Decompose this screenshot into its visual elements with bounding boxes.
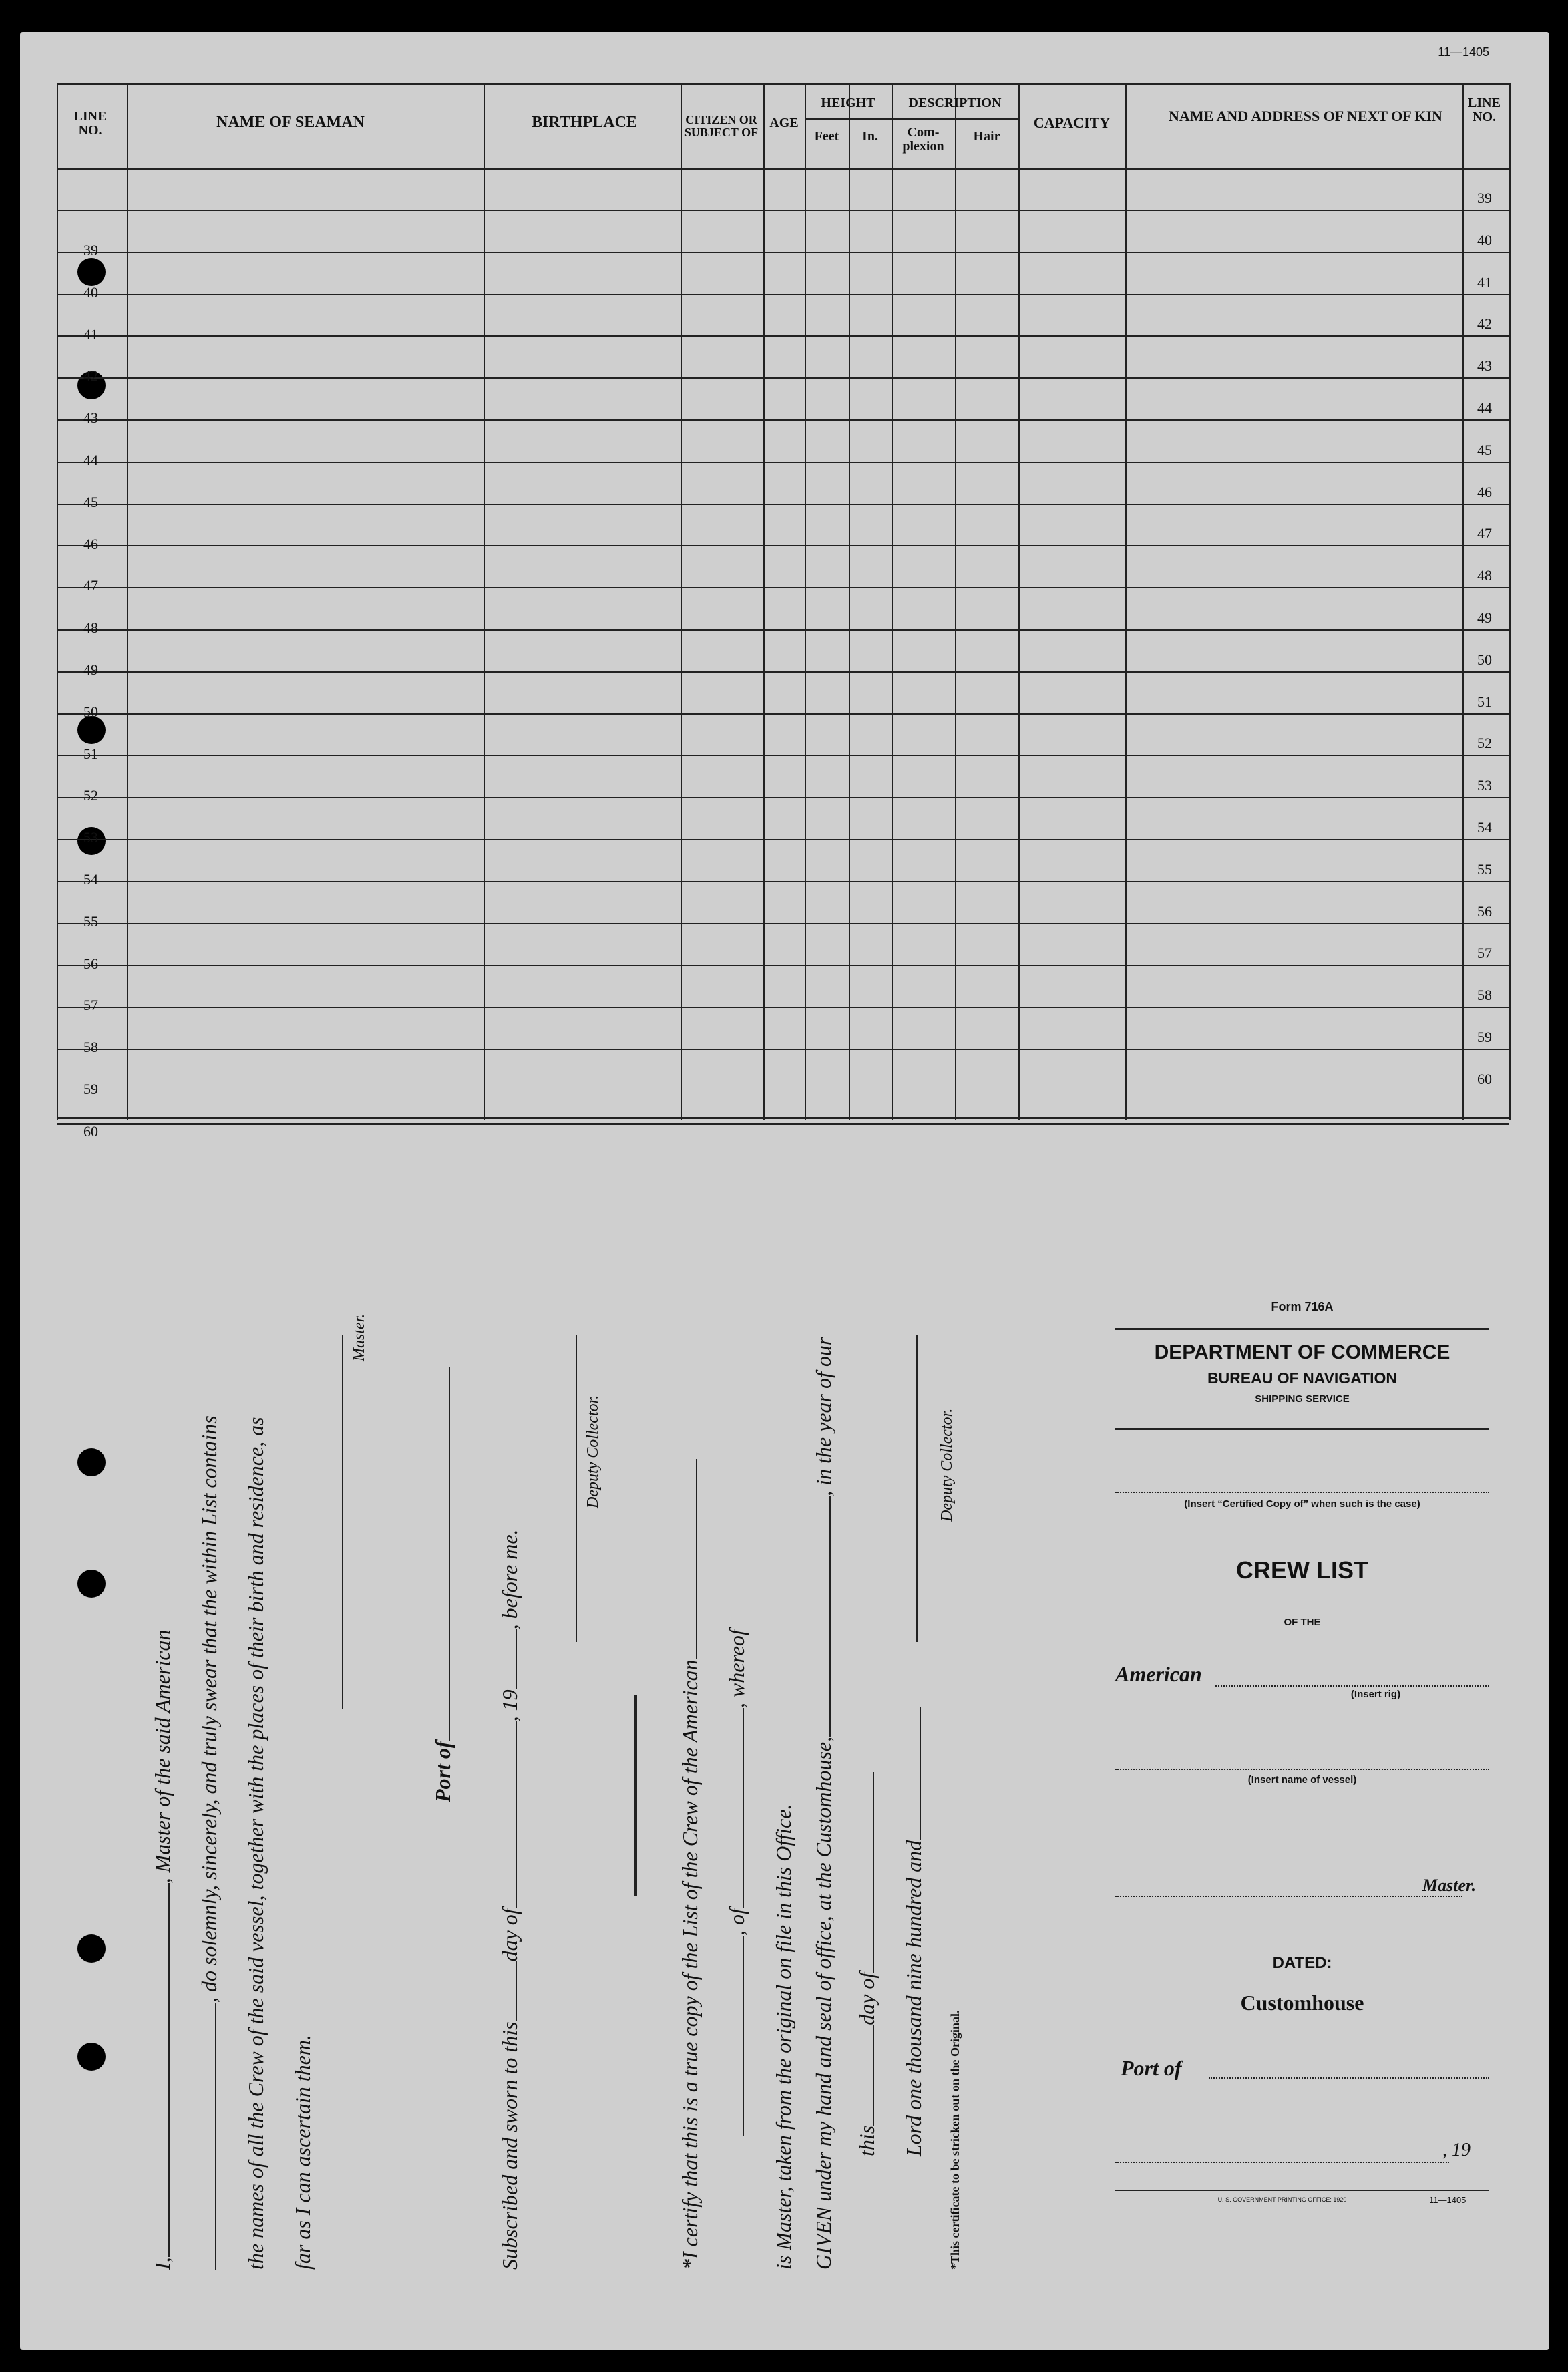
line-number-right: 60 (1477, 1070, 1492, 1087)
column-rule (57, 83, 58, 1120)
line-number-right: 51 (1477, 693, 1492, 710)
line-number-left: 58 (83, 1039, 98, 1056)
row-rule (57, 629, 1509, 631)
line-number-right: 56 (1477, 902, 1492, 920)
header-capacity: CAPACITY (1033, 114, 1111, 132)
row-rule (57, 755, 1509, 756)
certify-text: *I certify that this is a true copy of the List of the Crew of the American (678, 1659, 702, 2270)
oath-swear-text: , do solemnly, sincerely, and truly swear that the within List contains (197, 1415, 221, 2003)
row-rule (57, 1007, 1509, 1008)
line-number-left: 54 (83, 871, 98, 888)
row-rule (57, 210, 1509, 211)
crew-table (57, 83, 1509, 1140)
panel-rule-2 (1115, 1428, 1489, 1430)
given-line-2 (855, 1772, 879, 2156)
table-top-border (57, 83, 1509, 85)
master-line (1115, 1896, 1462, 1897)
header-age: AGE (769, 115, 799, 130)
form-number: Form 716A (1271, 1300, 1334, 1313)
row-rule (57, 881, 1509, 882)
form-code-top: 11—1405 (1438, 45, 1489, 59)
column-rule (805, 83, 806, 1120)
line-number-left: 41 (83, 325, 98, 343)
table-bottom-double-rule (57, 1123, 1509, 1125)
line-number-left: 52 (83, 787, 98, 804)
line-number-left: 43 (83, 409, 98, 427)
punch-hole (77, 1934, 106, 1963)
column-rule (1018, 83, 1020, 1120)
this-text: this (855, 2125, 879, 2156)
line-number-left: 42 (83, 367, 98, 385)
header-line-no-right: LINE NO. (1468, 96, 1501, 124)
line-number-left: 48 (83, 619, 98, 637)
header-complexion: Com-plexion (902, 125, 944, 154)
row-rule (57, 462, 1509, 463)
line-number-right: 49 (1477, 609, 1492, 626)
row-rule (57, 671, 1509, 673)
port-of-label: Port of (431, 1741, 455, 1802)
certify-line-1 (678, 1459, 703, 2270)
given-line-3 (902, 1707, 926, 2156)
line-number-left: 39 (83, 242, 98, 259)
master-label-back: Master. (1422, 1876, 1477, 1895)
row-rule (57, 587, 1509, 588)
insert-certified-note: (Insert “Certified Copy of” when such is the case) (1184, 1498, 1420, 1510)
header-feet: Feet (814, 128, 839, 144)
row-rule (57, 965, 1509, 966)
column-rule (892, 83, 893, 1120)
line-number-right: 50 (1477, 651, 1492, 668)
line-number-right: 47 (1477, 525, 1492, 542)
given-text: GIVEN under my hand and seal of office, at the Customhouse, (811, 1736, 835, 2270)
row-rule (57, 713, 1509, 715)
deputy-signature-line-2 (898, 1335, 923, 1642)
vessel-name-line (1115, 1769, 1489, 1770)
line-number-right: 44 (1477, 399, 1492, 416)
day-of-text: day of (498, 1908, 522, 1962)
master-oath-certificate (144, 1214, 978, 2310)
insert-rig-note: (Insert rig) (1350, 1689, 1401, 1700)
subscribed-text: Subscribed and sworn to this (498, 2021, 522, 2270)
header-line-no: LINE NO. (73, 109, 107, 138)
header-hair: Hair (973, 128, 1000, 144)
lord-text: Lord one thousand nine hundred and (902, 1840, 926, 2156)
line-number-left: 47 (83, 577, 98, 595)
header-name-of-seaman: NAME OF SEAMAN (216, 114, 365, 132)
line-number-left: 56 (83, 955, 98, 972)
line-number-right: 40 (1477, 231, 1492, 248)
row-rule (57, 1049, 1509, 1050)
row-rule (57, 335, 1509, 337)
before-me-text: , before me. (498, 1529, 522, 1630)
rig-line (1215, 1685, 1489, 1687)
row-rule (57, 839, 1509, 840)
certified-copy-line (1115, 1492, 1489, 1493)
certificate-footnote: *This certificate to be stricken out on the Original. (948, 2010, 962, 2270)
dated-label: DATED: (1272, 1954, 1332, 1972)
line-number-right: 54 (1477, 819, 1492, 836)
column-rule (484, 83, 485, 1120)
date-line (1115, 2162, 1449, 2163)
column-rule (955, 83, 956, 1120)
year-19-back: , 19 (1442, 2140, 1471, 2160)
line-number-left: 51 (83, 745, 98, 762)
of-text: , of (725, 1908, 749, 1936)
line-number-left: 45 (83, 493, 98, 510)
column-rule (1462, 83, 1464, 1120)
line-number-right: 45 (1477, 441, 1492, 458)
panel-rule-1 (1115, 1328, 1489, 1330)
row-rule (57, 923, 1509, 924)
port-line (1209, 2077, 1489, 2079)
column-rule (849, 83, 850, 1120)
table-bottom-border (57, 1117, 1509, 1119)
row-rule (57, 419, 1509, 421)
master-signature-line (324, 1335, 349, 1709)
column-rule (763, 83, 765, 1120)
oath-i: I, (150, 2257, 174, 2270)
row-rule (57, 797, 1509, 798)
line-number-right: 41 (1477, 273, 1492, 291)
separator-rule (634, 1695, 637, 1896)
line-number-left: 57 (83, 997, 98, 1014)
column-rule (127, 83, 128, 1120)
in-year-text: , in the year of our (811, 1337, 835, 1496)
line-number-left: 60 (83, 1122, 98, 1140)
row-rule (57, 545, 1509, 546)
given-line-1 (811, 1337, 836, 2270)
customhouse-label: Customhouse (1240, 1991, 1364, 2015)
line-number-right: 42 (1477, 315, 1492, 333)
oath-line-2 (197, 1415, 222, 2270)
column-rule (681, 83, 682, 1120)
certify-line-3: is Master, taken from the original on file in this Office. (771, 1804, 795, 2270)
line-number-right: 58 (1477, 987, 1492, 1004)
oath-master-of: , Master of the said American (150, 1629, 174, 1884)
line-number-right: 43 (1477, 357, 1492, 375)
header-height: HEIGHT (821, 95, 875, 110)
row-rule (57, 504, 1509, 505)
american-label: American (1115, 1662, 1202, 1686)
day-of-text-2: day of (855, 1972, 879, 2025)
of-the-text: OF THE (1284, 1617, 1321, 1628)
header-inches: In. (862, 128, 878, 144)
port-of (431, 1367, 455, 1802)
line-number-right: 52 (1477, 735, 1492, 752)
bureau-name: BUREAU OF NAVIGATION (1207, 1369, 1398, 1387)
column-rule (1125, 83, 1127, 1120)
port-of-label-back: Port of (1121, 2056, 1182, 2080)
punch-hole (77, 2043, 106, 2071)
line-number-right: 55 (1477, 860, 1492, 878)
deputy-signature-line-1 (558, 1335, 582, 1642)
line-number-left: 46 (83, 535, 98, 552)
crew-list-form-sheet (20, 32, 1549, 2350)
department-name: DEPARTMENT OF COMMERCE (1154, 1341, 1450, 1363)
line-number-left: 40 (83, 283, 98, 301)
deputy-collector-2: Deputy Collector. (938, 1408, 956, 1522)
subscribed-line (498, 1529, 522, 2270)
deputy-collector-1: Deputy Collector. (584, 1395, 602, 1508)
oath-line-4: far as I can ascertain them. (290, 2035, 315, 2270)
line-number-left: 53 (83, 829, 98, 846)
line-number-right: 59 (1477, 1029, 1492, 1045)
oath-line-1 (150, 1630, 175, 2270)
master-label: Master. (351, 1313, 368, 1361)
panel-rule-3 (1115, 2190, 1489, 2191)
line-number-left: 44 (83, 452, 98, 468)
line-number-left: 49 (83, 661, 98, 678)
oath-line-3: the names of all the Crew of the said vessel, together with the places of their birth and residence, as (244, 1417, 268, 2270)
line-number-right: 46 (1477, 483, 1492, 500)
punch-hole (77, 1448, 106, 1476)
whereof-text: , whereof (725, 1629, 749, 1709)
header-next-of-kin: NAME AND ADDRESS OF NEXT OF KIN (1169, 108, 1442, 125)
header-citizen: CITIZEN OR SUBJECT OF (684, 113, 759, 139)
line-number-right: 57 (1477, 945, 1492, 962)
row-rule (57, 377, 1509, 379)
line-number-left: 55 (83, 912, 98, 930)
line-number-left: 50 (83, 703, 98, 720)
line-number-left: 59 (83, 1081, 98, 1097)
row-rule (57, 252, 1509, 253)
printer-imprint: U. S. GOVERNMENT PRINTING OFFICE: 1920 (1217, 2196, 1347, 2203)
punch-hole (77, 1570, 106, 1598)
year-19-text: , 19 (498, 1689, 522, 1722)
line-number-right: 39 (1477, 190, 1492, 206)
insert-vessel-note: (Insert name of vessel) (1247, 1774, 1357, 1786)
row-rule (57, 294, 1509, 295)
shipping-service: SHIPPING SERVICE (1255, 1393, 1350, 1405)
column-rule (1509, 83, 1511, 1120)
crew-list-title: CREW LIST (1236, 1556, 1368, 1584)
header-bottom-rule (57, 168, 1509, 170)
header-description: DESCRIPTION (908, 95, 1002, 110)
line-number-right: 53 (1477, 777, 1492, 794)
form-code-bottom: 11—1405 (1429, 2195, 1466, 2205)
header-birthplace: BIRTHPLACE (532, 114, 637, 132)
line-number-right: 48 (1477, 567, 1492, 584)
certify-line-2 (725, 1629, 749, 2136)
